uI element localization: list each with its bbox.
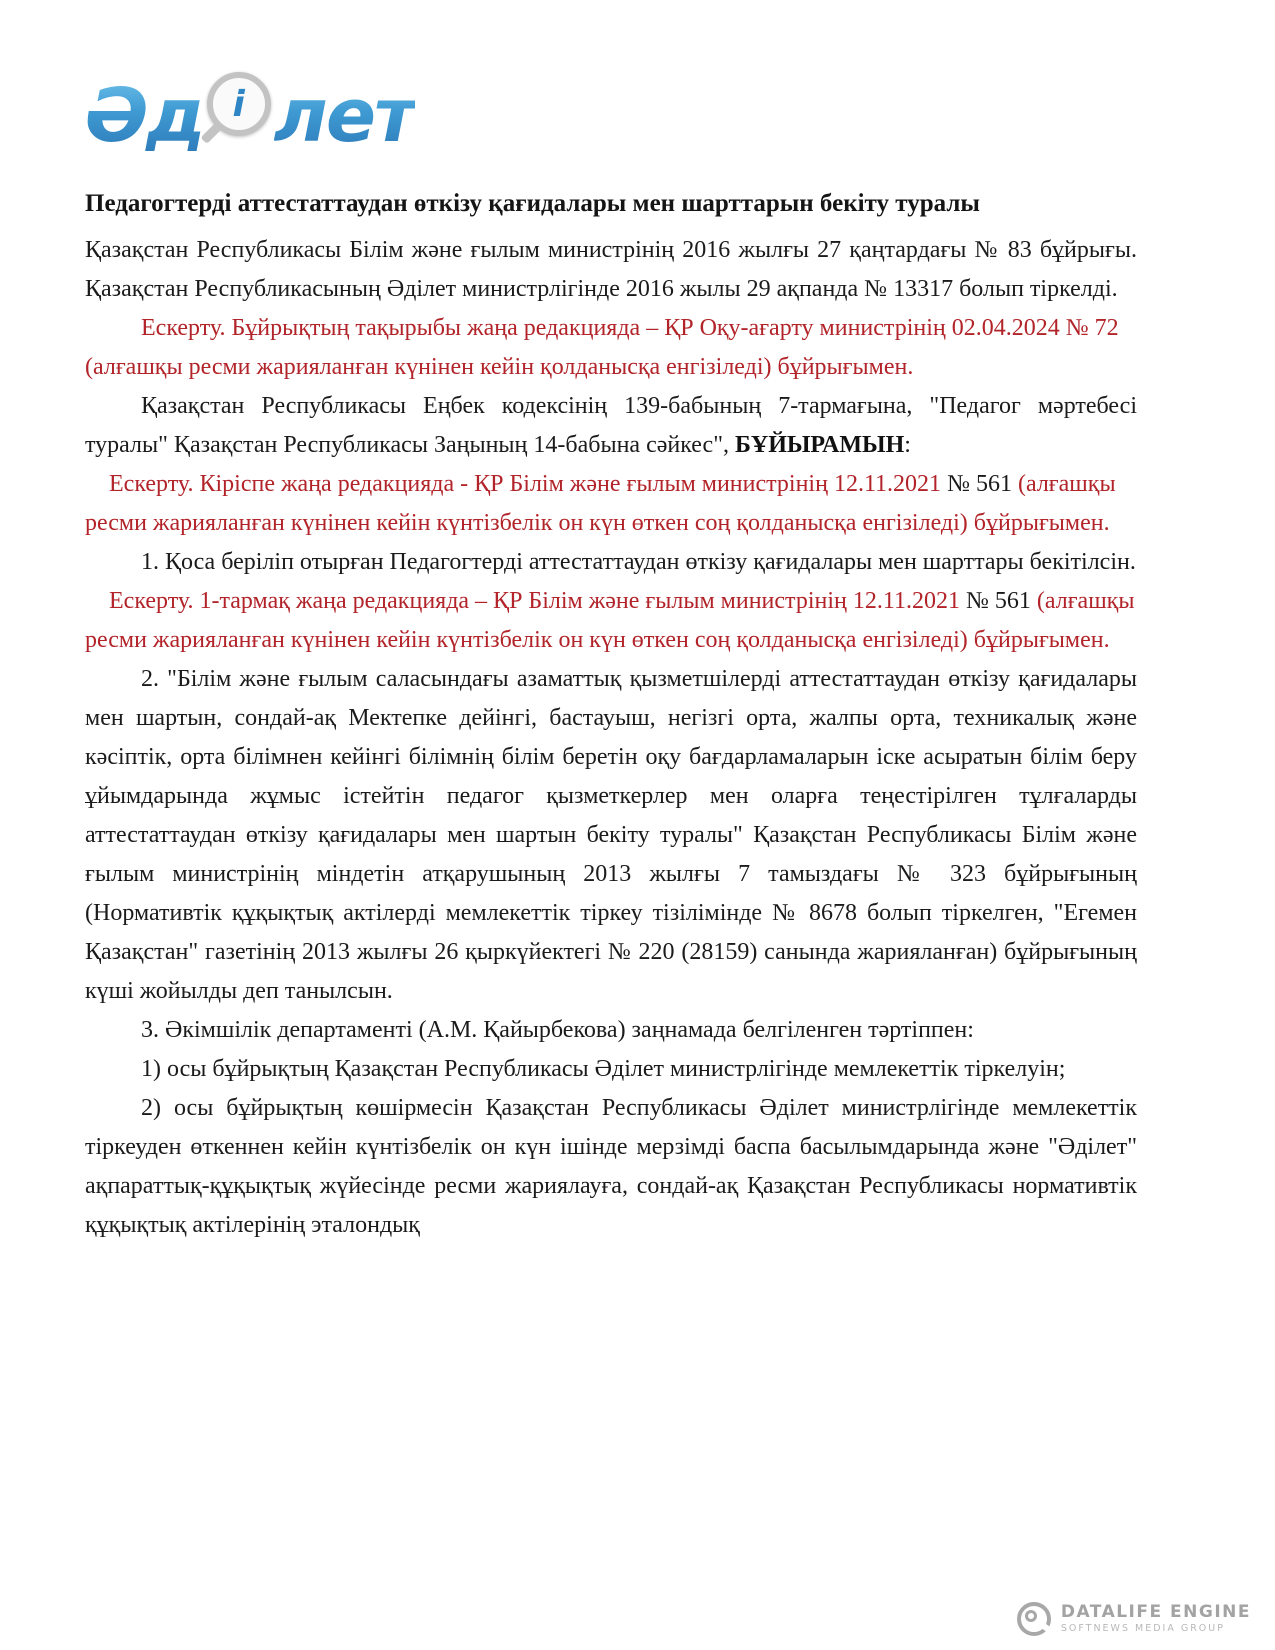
text-segment: Қазақстан Республикасы Білім және ғылым министрінің 2016 жылғы 27 қаңтардағы № 83 бұйрығы. Қазақстан Республикасының Әділет министрлігінде 2016 жылы 29 ақпанда № 13317 болып тіркелді.: [85, 237, 1137, 302]
text-segment: (алғашқы ресми жарияланған күнінен кейін күнтізбелік он күн өткен соң қолданысқа енгізіледі) бұйрығымен.: [85, 471, 1116, 536]
watermark-title: DATALIFE ENGINE: [1060, 1602, 1251, 1622]
magnifier-letter: і: [232, 83, 245, 125]
subpoint-2-paragraph: [85, 1089, 1137, 1245]
text-segment: Ескерту. Кіріспе жаңа редакцияда - ҚР Білім және ғылым министрінің 12.11.2021: [109, 471, 942, 497]
adilet-logo: [85, 70, 1137, 162]
datalife-engine-icon: [1017, 1602, 1051, 1636]
text-segment: 1) осы бұйрықтың Қазақстан Республикасы Әділет министрлігінде мемлекеттік тіркелуін;: [141, 1056, 1066, 1082]
text-segment: № 561: [941, 471, 1018, 497]
document-body: [85, 231, 1137, 1245]
point-3-paragraph: [85, 1011, 1137, 1050]
watermark-subtitle: SOFTNEWS MEDIA GROUP: [1060, 1623, 1225, 1634]
datalife-engine-watermark: [1017, 1602, 1251, 1636]
text-segment: (алғашқы ресми жарияланған күнінен кейін күнтізбелік он күн өткен соң қолданысқа енгізіледі) бұйрығымен.: [85, 588, 1135, 653]
subpoint-1-paragraph: [85, 1050, 1137, 1089]
text-segment: 3. Әкімшілік департаменті (А.М. Қайырбекова) заңнамада белгіленген тәртіппен:: [141, 1017, 974, 1043]
text-segment: БҰЙЫРАМЫН: [735, 432, 905, 458]
text-segment: 2) осы бұйрықтың көшірмесін Қазақстан Республикасы Әділет министрлігінде мемлекеттік тіркеуден өткеннен кейін күнтізбелік он күн ішінде мерзімді баспа басылымдарында және "Әділет" ақпараттық-құқықтық жүйесінде ресми жариялауға, сондай-ақ Қазақстан Республикасы нормативтік құқықтық актілерінің эталондық: [85, 1095, 1137, 1238]
legal-basis-paragraph: [85, 387, 1137, 465]
watermark-text: [1061, 1603, 1251, 1635]
amendment-note-1: [85, 309, 1137, 387]
logo-text-end: лет: [274, 70, 415, 162]
preamble-paragraph: [85, 231, 1137, 309]
logo-text-start: Әд: [85, 70, 204, 162]
point-1-paragraph: [85, 543, 1137, 582]
amendment-note-3: [85, 582, 1137, 660]
text-segment: Ескерту. Бұйрықтың тақырыбы жаңа редакцияда – ҚР Оқу-ағарту министрінің 02.04.2024 № 72 (алғашқы ресми жарияланған күнінен кейін қолданысқа енгізіледі) бұйрығымен.: [85, 315, 1119, 380]
text-segment: № 561: [959, 588, 1037, 614]
amendment-note-2: [85, 465, 1137, 543]
text-segment: 1. Қоса беріліп отырған Педагогтерді аттестаттаудан өткізу қағидалары мен шарттары бекітілсін.: [141, 549, 1136, 575]
text-segment: Қазақстан Республикасы Еңбек кодексінің 139-бабының 7-тармағына, "Педагог мәртебесі туралы" Қазақстан Республикасы Заңының 14-бабына сәйкес",: [85, 393, 1137, 458]
text-segment: Ескерту. 1-тармақ жаңа редакцияда – ҚР Білім және ғылым министрінің 12.11.2021: [109, 588, 960, 614]
document-title: Педагогтерді аттестаттаудан өткізу қағидалары мен шарттарын бекіту туралы: [85, 190, 980, 217]
text-segment: 2. "Білім және ғылым саласындағы азаматтық қызметшілерді аттестаттаудан өткізу қағидалары мен шартын, сондай-ақ Мектепке дейінгі, бастауыш, негізгі орта, жалпы орта, техникалық және кәсіптік, орта білімнен кейінгі білімнің білім беретін оқу бағдарламаларын іске асыратын білім беру ұйымдарында жұмыс істейтін педагог қызметкерлер мен оларға теңестірілген тұлғаларды аттестаттаудан өткізу қағидалары мен шартын бекіту туралы" Қазақстан Республикасы Білім және ғылым министрінің міндетін атқарушының 2013 жылғы 7 тамыздағы № 323 бұйрығының (Нормативтік құқықтық актілерді мемлекеттік тіркеу тізілімінде № 8678 болып тіркелген, "Егемен Қазақстан" газетінің 2013 жылғы 26 қыркүйектегі № 220 (28159) санында жарияланған) бұйрығының күші жойылды деп танылсын.: [85, 666, 1137, 1004]
text-segment: :: [904, 432, 911, 458]
point-2-paragraph: [85, 660, 1137, 1011]
magnifier-icon: [207, 72, 271, 136]
